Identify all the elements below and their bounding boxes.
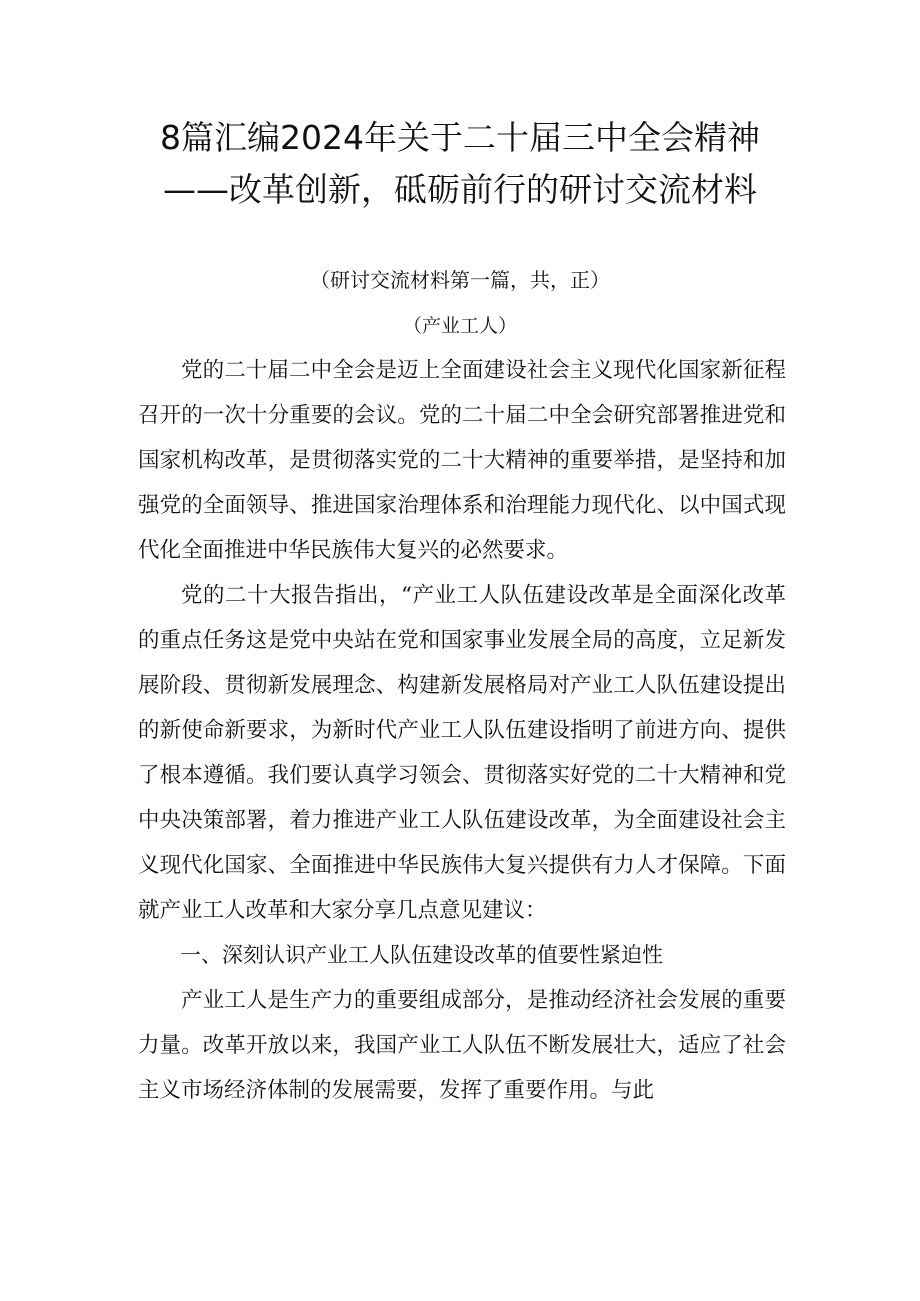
document-subtitle: （研讨交流材料第一篇，共，正） (310, 268, 610, 292)
document-title (100, 112, 820, 216)
document-title-line-2: ——改革创新，砥砺前行的研讨交流材料 (163, 170, 757, 209)
document-author: （产业工人） (402, 315, 517, 337)
document-title-line-1: 8篇汇编2024年关于二十届三中全会精神 (160, 118, 760, 157)
document-body (138, 348, 786, 1113)
section-heading-1: 一、深刻认识产业工人队伍建设改革的值要性紧迫性 (180, 943, 663, 967)
body-paragraph-1: 党的二十届二中全会是迈上全面建设社会主义现代化国家新征程召开的一次十分重要的会议。党的二十届二中全会研究部署推进党和国家机构改革，是贯彻落实党的二十大精神的重要举措，是坚持和加强党的全面领导、推进国家治理体系和治理能力现代化、以中国式现代化全面推进中华民族伟大复兴的必然要求。 (138, 358, 786, 563)
body-paragraph-2: 党的二十大报告指出，“产业工人队伍建设改革是全面深化改革的重点任务这是党中央站在党和国家事业发展全局的高度，立足新发展阶段、贯彻新发展理念、构建新发展格局对产业工人队伍建设提出的新使命新要求，为新时代产业工人队伍建设指明了前进方向、提供了根本遵循。我们要认真学习领会、贯彻落实好党的二十大精神和党中央决策部署，着力推进产业工人队伍建设改革，为全面建设社会主义现代化国家、全面推进中华民族伟大复兴提供有力人才保障。下面就产业工人改革和大家分享几点意见建议： (138, 583, 786, 923)
section-1-paragraph-1: 产业工人是生产力的重要组成部分，是推动经济社会发展的重要力量。改革开放以来，我国产业工人队伍不断发展壮大，适应了社会主义市场经济体制的发展需要，发挥了重要作用。与此 (138, 988, 786, 1103)
